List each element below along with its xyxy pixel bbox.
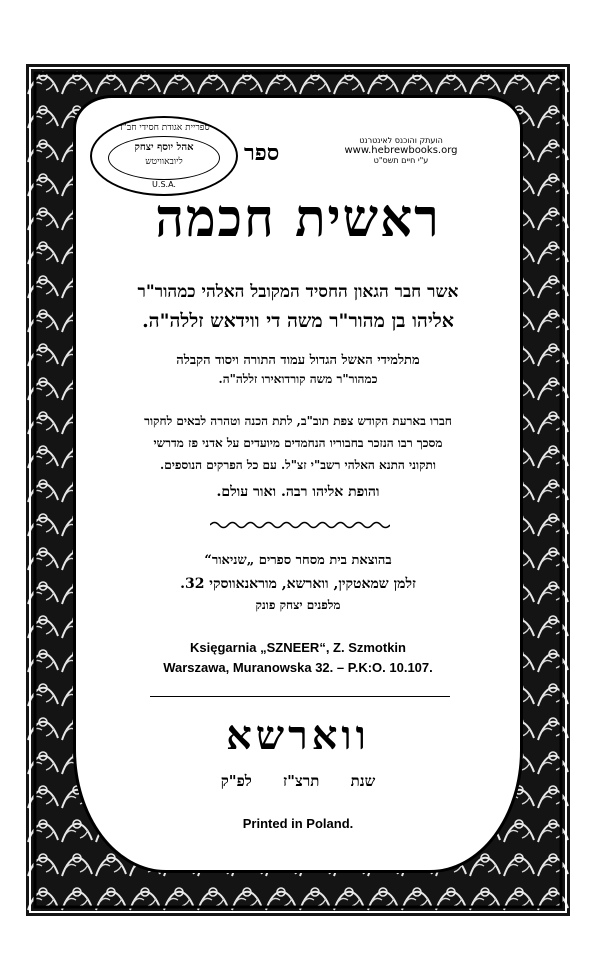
bookshop-line-2: Warszawa, Muranowska 32. – P.K:O. 10.107. [163,660,433,675]
publisher-line-1: בהוצאת בית מסחר ספרים „שניאור“ [204,553,392,568]
stamp-ring-text: ספריית אגודת חסידי חב"ד [118,123,210,133]
stamp-name: אהל יוסף יצחק [134,142,194,153]
hebrewbooks-note [336,136,466,165]
sefer-label: ספר [244,140,280,166]
description-line-3: ותקוני התנא האלהי רשב"י זצ"ל. עם כל הפרקים הנוספים. [160,458,436,472]
divider-rule [150,696,450,697]
author-line-2: אליהו בן מהור"ר משה די ווידאש זללה"ה. [142,310,454,332]
year-line: שנת תרצ"ז לפ"ק [220,772,376,790]
hebrewbooks-line3: ע"י חיים תשס"ט [373,156,429,165]
printed-in-poland: Printed in Poland. [242,816,354,831]
hebrewbooks-url[interactable]: www.hebrewbooks.org [344,145,458,156]
publisher-line-2: זלמן שמאטקין, ווארשא, מוראנאווסקי 32. [180,576,416,592]
bookshop-line-1: Księgarnia „SZNEER“, Z. Szmotkin [190,640,406,655]
student-line-2: כמהור"ר משה קורדואירו זללה"ה. [218,372,378,386]
description-line-4: והופת אליהו רבה. ואור עולם. [216,484,380,500]
author-line-1: אשר חבר הגאון החסיד המקובל האלהי כמהור"ר [137,282,459,302]
publisher-line-3: מלפנים יצחק פונק [255,598,341,612]
stamp-place: ליובאוויטש [145,157,183,167]
hebrewbooks-line1: הועתק והוכנס לאינטרנט [359,136,443,145]
stamp-country: U.S.A. [152,180,176,189]
student-line-1: מתלמידי האשל הגדול עמוד התורה ויסוד הקבלה [176,353,420,368]
wave-divider [210,520,390,530]
city-name: ווארשא [226,712,370,759]
library-stamp [90,116,238,196]
description-line-2: מסכך רבו הנזכר בחבוריו הנחמדים מיועדים על אדני פז מדרשי [153,436,443,450]
book-title: ראשית חכמה [155,186,441,249]
description-line-1: חברו בארעת הקודש צפת תוב"ב, לתת הכנה וטהרה לבאים לחקור [144,414,452,428]
